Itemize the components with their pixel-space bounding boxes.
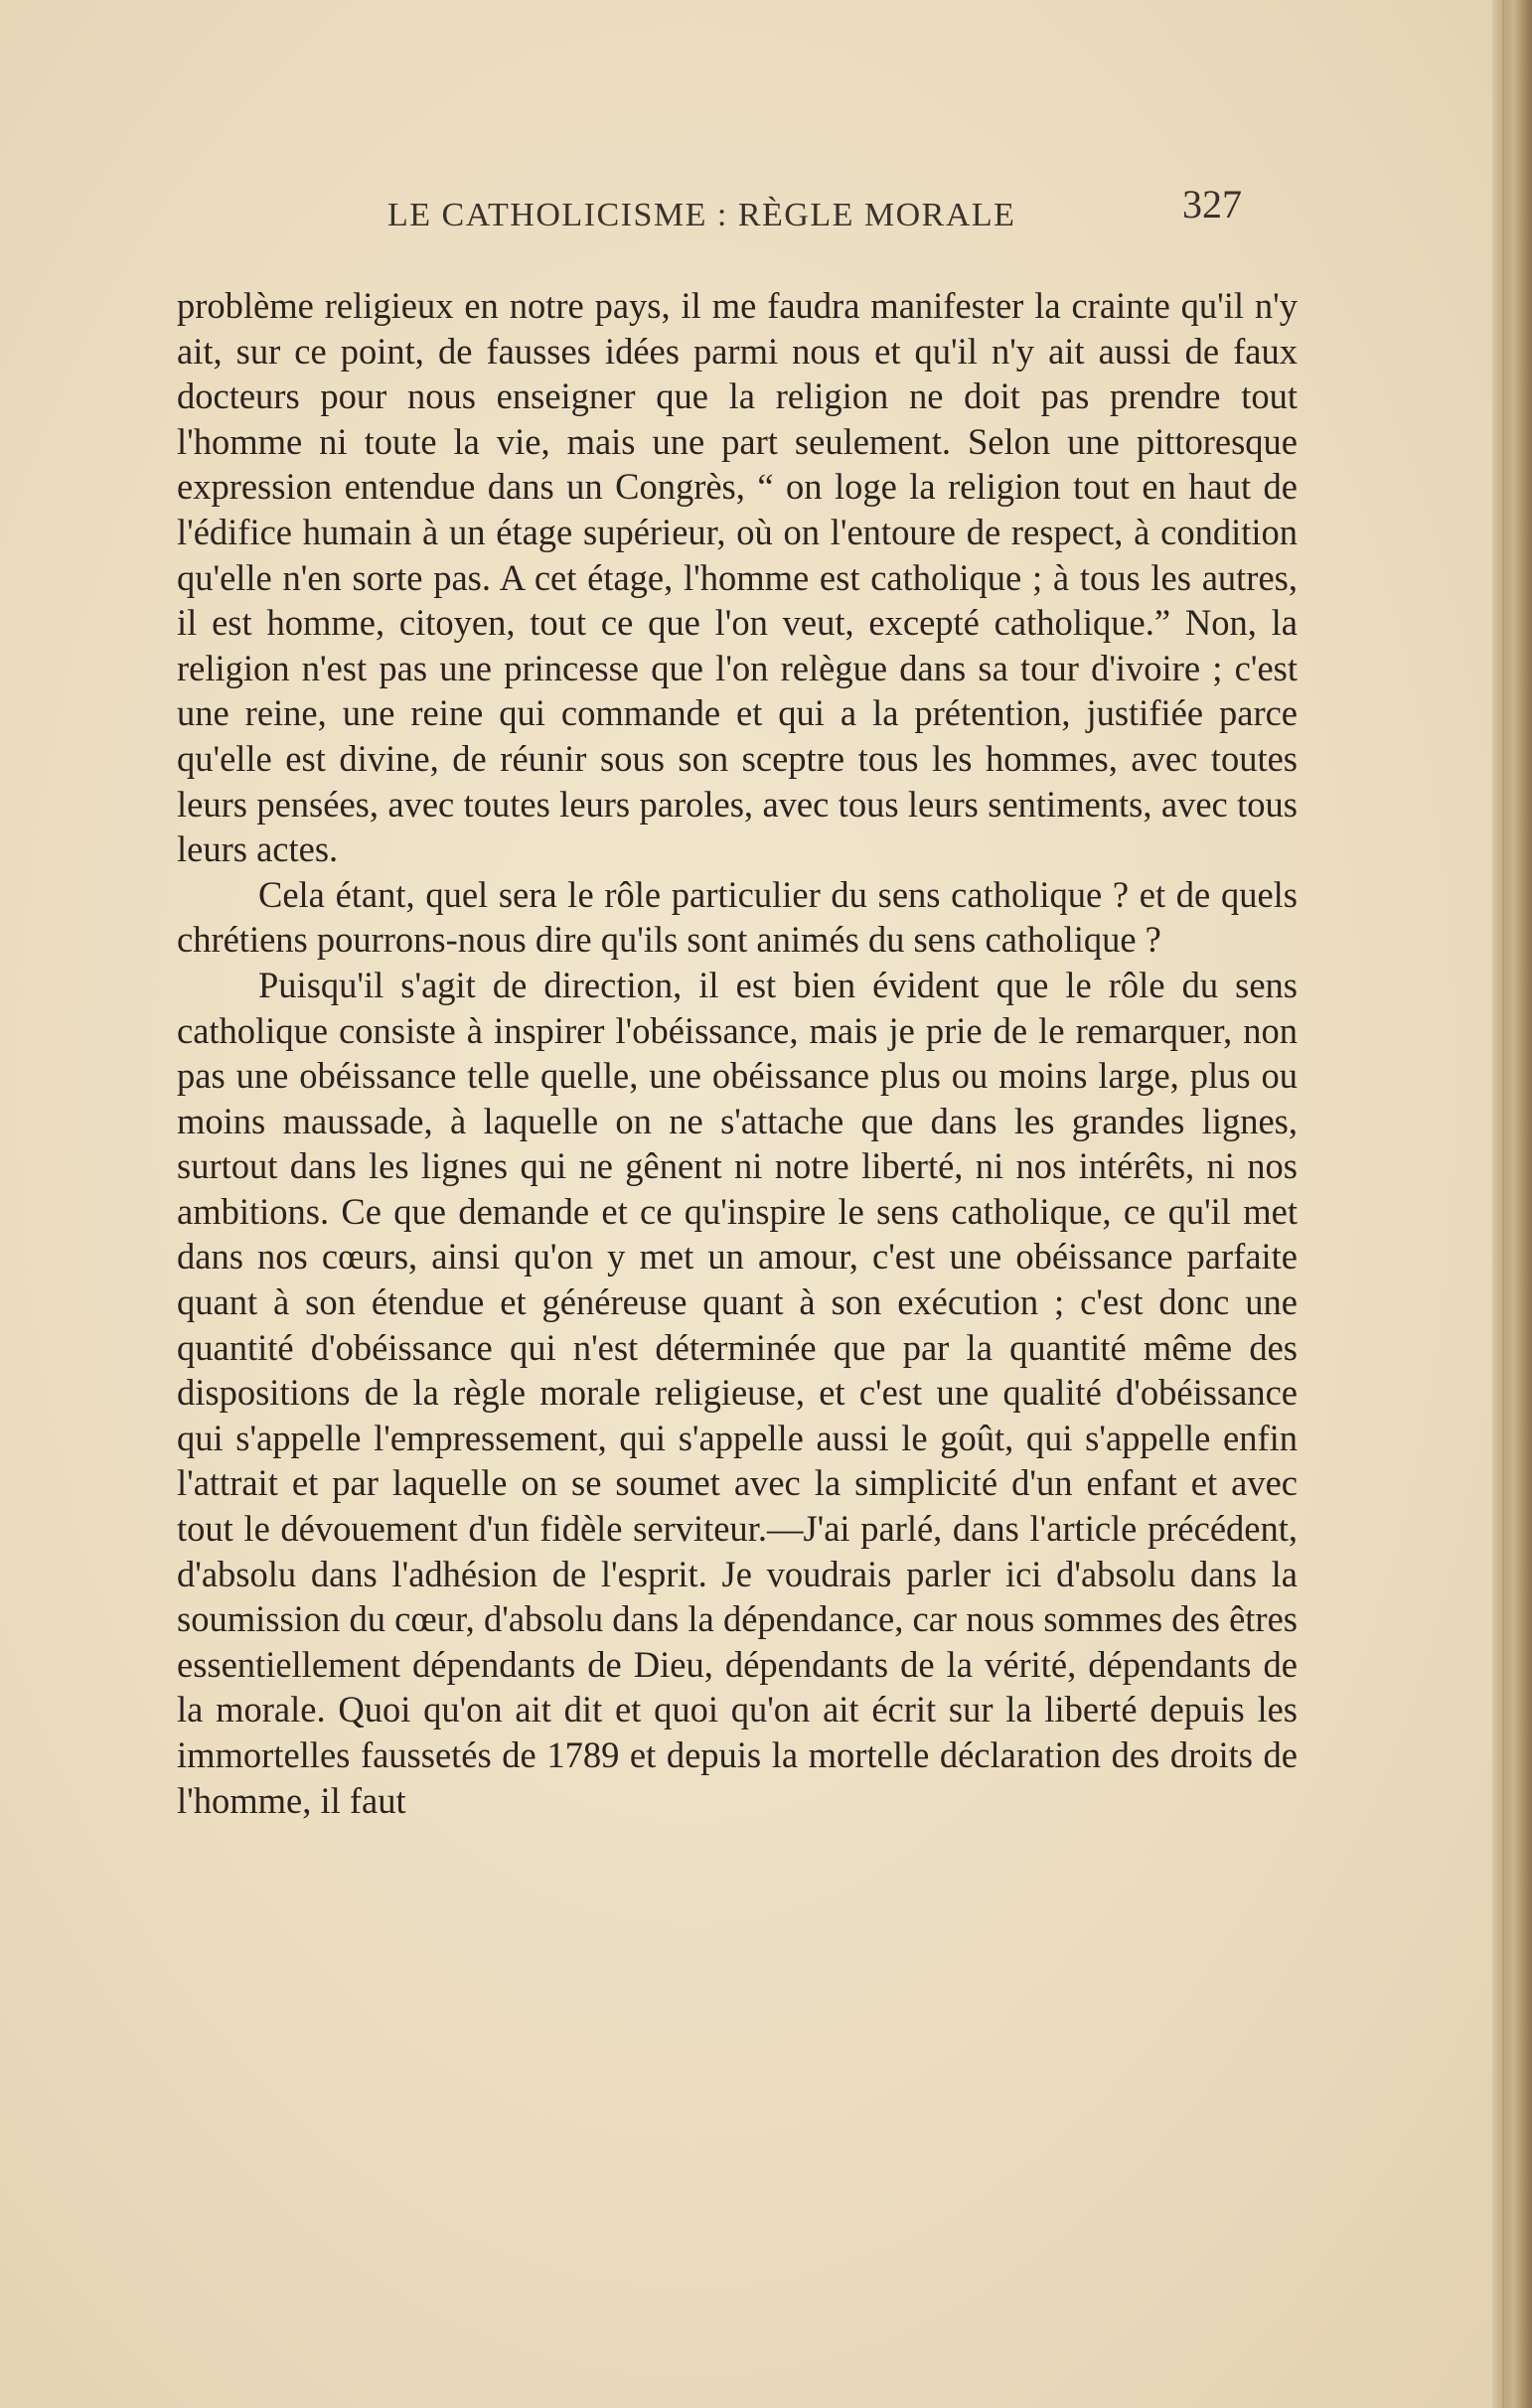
page-number: 327: [1182, 182, 1242, 226]
paragraph-3: Puisqu'il s'agit de direction, il est bien évident que le rôle du sens catholique consiste à inspirer l'obéissance, mais je prie de le remarquer, non pas une obéissance telle quelle, une obéissance plus ou moins large, plus ou moins maussade, à laquelle on ne s'attache que dans les grandes lignes, surtout dans les lignes qui ne gênent ni notre liberté, ni nos intérêts, ni nos ambitions. Ce que demande et ce qu'inspire le sens catholique, ce qu'il met dans nos cœurs, ainsi qu'on y met un amour, c'est une obéissance parfaite quant à son étendue et généreuse quant à son exécution ; c'est donc une quantité d'obéissance qui n'est déterminée que par la quantité même des dispositions de la règle morale religieuse, et c'est une qualité d'obéissance qui s'appelle l'empressement, qui s'appelle aussi le goût, qui s'appelle enfin l'attrait et par laquelle on se soumet avec la simplicité d'un enfant et avec tout le dévouement d'un fidèle serviteur.—J'ai parlé, dans l'article précédent, d'absolu dans l'adhésion de l'esprit. Je voudrais parler ici d'absolu dans la soumission du cœur, d'absolu dans la dépendance, car nous sommes des êtres essentiellement dépendants de Dieu, dépendants de la vérité, dépendants de la morale. Quoi qu'on ait dit et quoi qu'on ait écrit sur la liberté depuis les immortelles faussetés de 1789 et depuis la mortelle déclaration des droits de l'homme, il faut: [177, 964, 1298, 1821]
paragraph-2: Cela étant, quel sera le rôle particulier du sens catholique ? et de quels chrétiens pourrons-nous dire qu'ils sont animés du sens catholique ?: [177, 873, 1298, 961]
running-head: LE CATHOLICISME : RÈGLE MORALE: [387, 197, 1016, 233]
paragraph-1: problème religieux en notre pays, il me faudra manifester la crainte qu'il n'y ait, sur ce point, de fausses idées parmi nous et qu'il n'y ait aussi de faux docteurs pour nous enseigner que la religion ne doit pas prendre tout l'homme ni toute la vie, mais une part seulement. Selon une pittoresque expression entendue dans un Congrès, “ on loge la religion tout en haut de l'édifice humain à un étage supérieur, où on l'entoure de respect, à condition qu'elle n'en sorte pas. A cet étage, l'homme est catholique ; à tous les autres, il est homme, citoyen, tout ce que l'on veut, excepté catholique.” Non, la religion n'est pas une princesse que l'on relègue dans sa tour d'ivoire ; c'est une reine, une reine qui commande et qui a la prétention, justifiée parce qu'elle est divine, de réunir sous son sceptre tous les hommes, avec toutes leurs pensées, avec toutes leurs paroles, avec tous leurs sentiments, avec tous leurs actes.: [177, 285, 1298, 870]
page-edge: [1492, 0, 1532, 2408]
body-text: [177, 283, 1298, 1823]
